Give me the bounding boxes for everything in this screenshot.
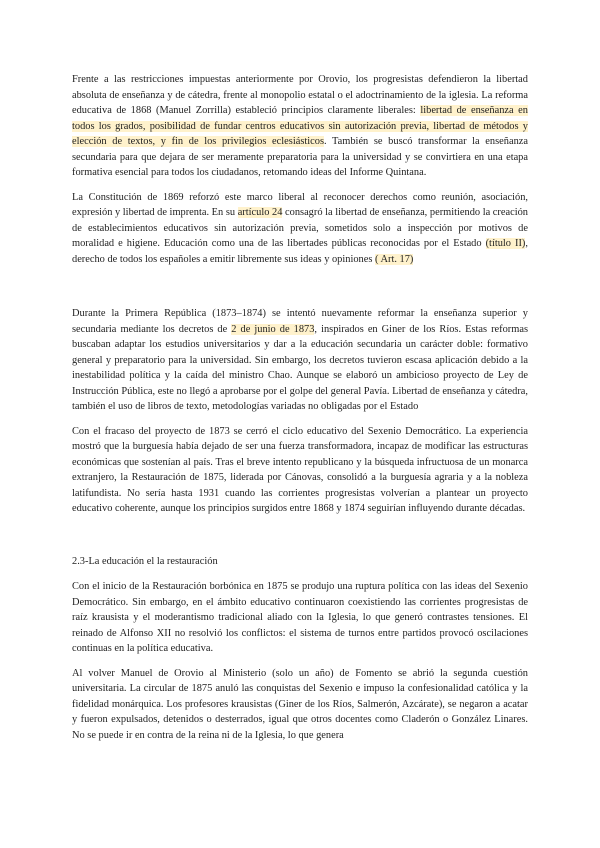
blank-space	[72, 526, 528, 554]
paragraph-constitucion-1869	[72, 190, 528, 268]
paragraph-text: La Constitución de 1869 reforzó este marco liberal al reconocer derechos como reunión, asociación, expresión y libertad de imprenta. En su	[72, 191, 528, 218]
blank-space	[72, 276, 528, 306]
highlighted-text: (título II)	[485, 238, 526, 249]
highlighted-text: 2 de junio de 1873	[231, 323, 315, 335]
section-heading: 2.3-La educación el la restauración	[72, 555, 218, 567]
paragraph-restauracion: Con el inicio de la Restauración borbónica en 1875 se produjo una ruptura política con las ideas del Sexenio Democrático. Sin embargo, en el ámbito educativo continuaron coexistiendo las corrientes progresistas de raíz krausista y el moderantismo tradicional aliado con la Iglesia, lo que generó contrastes tensiones. El reinado de Alfonso XII no resolvió los conflictos: el sistema de turnos entre partidos provocó oscilaciones continuas en la política educativa.	[72, 581, 528, 654]
paragraph-progresistas	[72, 72, 528, 181]
paragraph-text: consagró la libertad de enseñanza, permitiendo la creación de establecimientos educativos sin autorización previa, sometidos solo a inspección por motivos de moralidad e higiene. Educación como una de las libertades públicas reconocidas por el Estado	[72, 207, 528, 249]
paragraph-orovio: Al volver Manuel de Orovio al Ministerio (solo un año) de Fomento se abrió la segunda cuestión universitaria. La circular de 1875 anuló las conquistas del Sexenio e impuso la confesionalidad católica y la fidelidad monárquica. Los profesores krausistas (Giner de los Ríos, Salmerón, Azcárate), se negaron a acatar y fueron expulsados, detenidos o desterrados, igual que otros docentes como Claderón o González Linares. No se puede ir en contra de la reina ni de la Iglesia, lo que genera	[72, 667, 528, 741]
paragraph-text: Frente a las restricciones impuestas anteriormente por Orovio, los progresistas defendieron la libertad absoluta de enseñanza y de cátedra, frente al monopolio estatal o el adoctrinamiento de la iglesia. La reforma educativa de 1868 (Manuel Zorrilla) estableció principios claramente liberales:	[72, 74, 528, 116]
highlighted-text: libertad de enseñanza en todos los grados, posibilidad de fundar centros educativos sin autorización previa, libertad de métodos y elección de textos, y fin de los privilegios eclesiásticos	[72, 105, 528, 147]
paragraph-primera-republica	[72, 306, 528, 415]
paragraph-text: , derecho de todos los españoles a emitir libremente sus ideas y opiniones	[72, 238, 528, 265]
paragraph-text: Durante la Primera República (1873–1874) se intentó nuevamente reformar la enseñanza superior y secundaria mediante los decretos de	[72, 308, 528, 335]
paragraph-text: . También se buscó transformar la enseñanza secundaria para que dejara de ser meramente preparatoria para la universidad y se convirtiera en una etapa formativa esencial para todos los ciudadanos, retomando ideas del Informe Quintana.	[72, 136, 528, 178]
paragraph-fracaso-1873: Con el fracaso del proyecto de 1873 se cerró el ciclo educativo del Sexenio Democrático. La experiencia mostró que la burguesía había dejado de ser una fuerza transformadora, incapaz de modificar las estructuras económicas que sostenían al país. Tras el breve intento republicano y la búsqueda infructuosa de un monarca extranjero, la Restauración de 1875, liderada por Cánovas, consolidó a la burguesía agraria y a la nobleza latifundista. No sería hasta 1931 cuando las corrientes progresistas volverían a plantear un proyecto educativo coherente, aunque los principios surgidos entre 1868 y 1874 seguirían influyendo durante décadas.	[72, 425, 528, 514]
highlighted-text: ( Art. 17)	[375, 253, 414, 265]
highlighted-text: artículo 24	[237, 207, 283, 218]
paragraph-text: , inspirados en Giner de los Ríos. Estas reformas buscaban adaptar los estudios universitarios y dar a la educación secundaria un carácter doble: formativo general y preparatorio para la universidad. Sin embargo, los decretos tuvieron escasa aplicación debido a la inestabilidad política y la caída del ministro Chao. Aunque se elaboró un ambicioso proyecto de Ley de Instrucción Pública, este no llegó a aprobarse por el golpe del general Pavía. Libertad de enseñanza y cátedra, también el uso de libros de texto, metodologías variadas no obligadas por el Estado	[72, 323, 528, 412]
